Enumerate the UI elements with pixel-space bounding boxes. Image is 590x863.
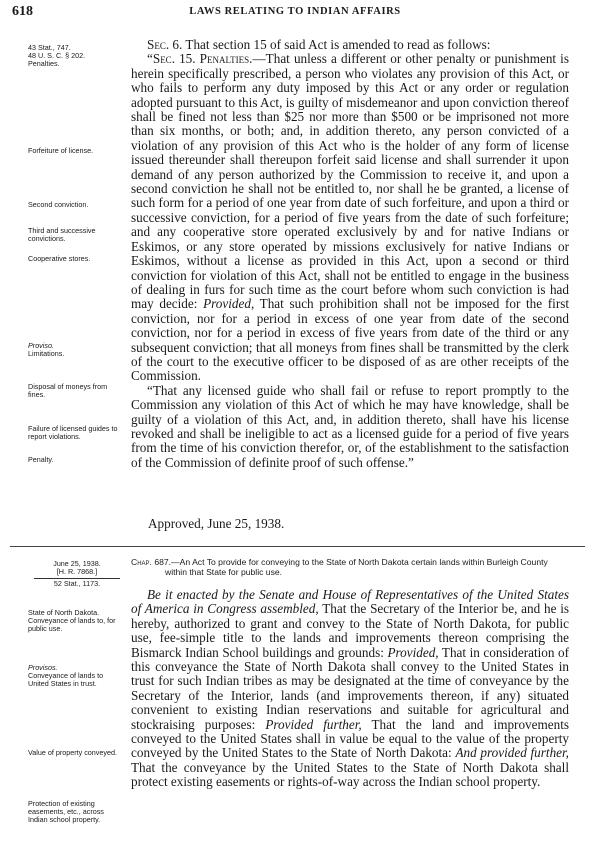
chapter-title: —An Act To provide for conveying to the State of North Dakota certain lands within Burleigh County within that State for public use.: [165, 557, 548, 578]
proviso-and-further: And provided further,: [455, 745, 569, 761]
approved-line: Approved, June 25, 1938.: [148, 516, 285, 531]
act-text-4: That the conveyance by the United States to the State of North Dakota shall protect existing easements or rights-of-way across the Indian school property.: [131, 759, 569, 790]
note-conveyance-us: Conveyance of lands to United States in trust.: [28, 671, 104, 689]
act-text-3: That the land and improvements conveyed to the United States shall in value be equal to the value of the property conveyed by the United States to the State of North Dakota:: [131, 716, 569, 761]
act-text-2: That in consideration of this conveyance the State of North Dakota shall convey to the United States in trust for such Indian tribes as may be designated at the time of conveyance by the Secretary of the Interior, lands (and improvements thereon, if any) situated convenient to existing Indian reservations and suitable for agricultural and stockraising purposes:: [131, 644, 569, 732]
note-provisos-label: Provisos.: [28, 663, 58, 672]
note-second-conviction: Second conviction.: [28, 200, 89, 209]
enacting-clause: Be it enacted by the Senate and House of Representatives of the United States of America in Congress assembled,: [131, 587, 569, 617]
note-cooperative: Cooperative stores.: [28, 254, 91, 263]
note-provisos-2: [28, 664, 124, 689]
running-head: LAWS RELATING TO INDIAN AFFAIRS: [189, 6, 401, 17]
proviso-2: Provided,: [387, 644, 439, 660]
note-conveyance: Conveyance of lands to, for public use.: [28, 616, 116, 634]
sec15-guides: “That any licensed guide who shall fail or refuse to report promptly to the Commission any violation of this Act of which he may have knowledge, shall be guilty of a violation of this Act, and, in addition thereto, shall have his license revoked and shall be ineligible to act as a licensed guide for a period of five years from the time of his conviction therefor, or, of the establishment to the satisfaction of the Commission of definite proof of such offense.”: [131, 382, 569, 470]
citation-usc: 48 U. S. C. § 202.: [28, 51, 86, 61]
page-number: 618: [12, 4, 33, 19]
note-value: Value of property conveyed.: [28, 748, 117, 757]
note-proviso-label: Proviso.: [28, 341, 54, 350]
note-penalty: Penalty.: [28, 455, 54, 464]
chapter-label: Chap. 687.: [131, 557, 172, 567]
note-forfeiture: Forfeiture of license.: [28, 146, 94, 155]
sec6-intro: That section 15 of said Act is amended to read as follows:: [185, 37, 491, 52]
ref-bill: [H. R. 7868.]: [56, 567, 98, 577]
note-third-conviction: Third and successive convictions.: [28, 226, 96, 244]
chapter-body: [131, 588, 569, 790]
ref-stat: 52 Stat., 1173.: [53, 578, 101, 588]
note-limitations: Limitations.: [28, 349, 65, 359]
margin-citation: [28, 44, 124, 69]
chapter-heading: [131, 557, 571, 578]
proviso-1: Provided,: [203, 296, 255, 312]
note-penalties: Penalties.: [28, 59, 60, 69]
sec15-label: “Sec. 15. Penalties.: [147, 51, 253, 67]
ref-date: June 25, 1938.: [53, 559, 101, 568]
sec15-text: —That unless a different or other penalty or punishment is herein specifically prescribed, a person who violates any provision of this Act, or who fails to perform any duty imposed by this Act or any order or regulation adopted pursuant to this Act, is guilty of misdemeanor and upon conviction thereof shall be fined not less than $25 nor more than $500 or be imprisoned not more than six months, or both; and, in addition thereto, any person convicted of a violation of any provision of this Act who is the holder of any form of license issued thereunder shall thereupon forfeit said license and shall surrender it upon demand of any person authorized by the Commission to receive it, and upon a second conviction he shall not be entitled to, nor shall he be granted, a license of such form for a period of one year from date of such forfeiture, and upon a third or successive conviction, for a period of five years from the date of such forfeiture; and any cooperative store operated exclusively by and for native Indians or Eskimos, or any store operated by missions exclusively for native Indians or Eskimos, without a license as provided in this Act, upon a second or third conviction for violation of this Act, shall not be entitled to engage in the business of dealing in furs for such time as the court before whom such conviction is had may decide:: [131, 51, 569, 312]
note-failure: Failure of licensed guides to report violations.: [28, 424, 118, 442]
act-text-1: That the Secretary of the Interior be, and he is hereby, authorized to grant and convey to the State of North Dakota, for public use, fee-simple title to the lands and improvements thereon comprising the Bismarck Indian School buildings and grounds:: [131, 601, 570, 660]
proviso-further: Provided further,: [265, 716, 362, 732]
note-protection: Protection of existing easements, etc., across Indian school property.: [28, 799, 104, 825]
chapter-reference: [34, 560, 120, 588]
note-proviso: [28, 342, 124, 358]
sec6-heading: Sec. 6.: [147, 37, 183, 52]
note-state-nd: [28, 609, 124, 634]
section-divider: [10, 546, 585, 547]
sec15-text-b: That such prohibition shall not be imposed for the first conviction, nor for a period in excess of one year from date of the second conviction, nor for a period in excess of five years from date of the third or any subsequent conviction; that all moneys from fines shall be transmitted by the clerk of the court to the executive officer to be disposed of as are other receipts of the Commission.: [131, 296, 570, 384]
section-6: [131, 38, 569, 470]
page-header: [0, 4, 590, 24]
note-state-label: State of North Dakota.: [28, 608, 100, 617]
note-disposal: Disposal of moneys from fines.: [28, 382, 108, 400]
citation-stat: 43 Stat., 747.: [28, 43, 71, 52]
